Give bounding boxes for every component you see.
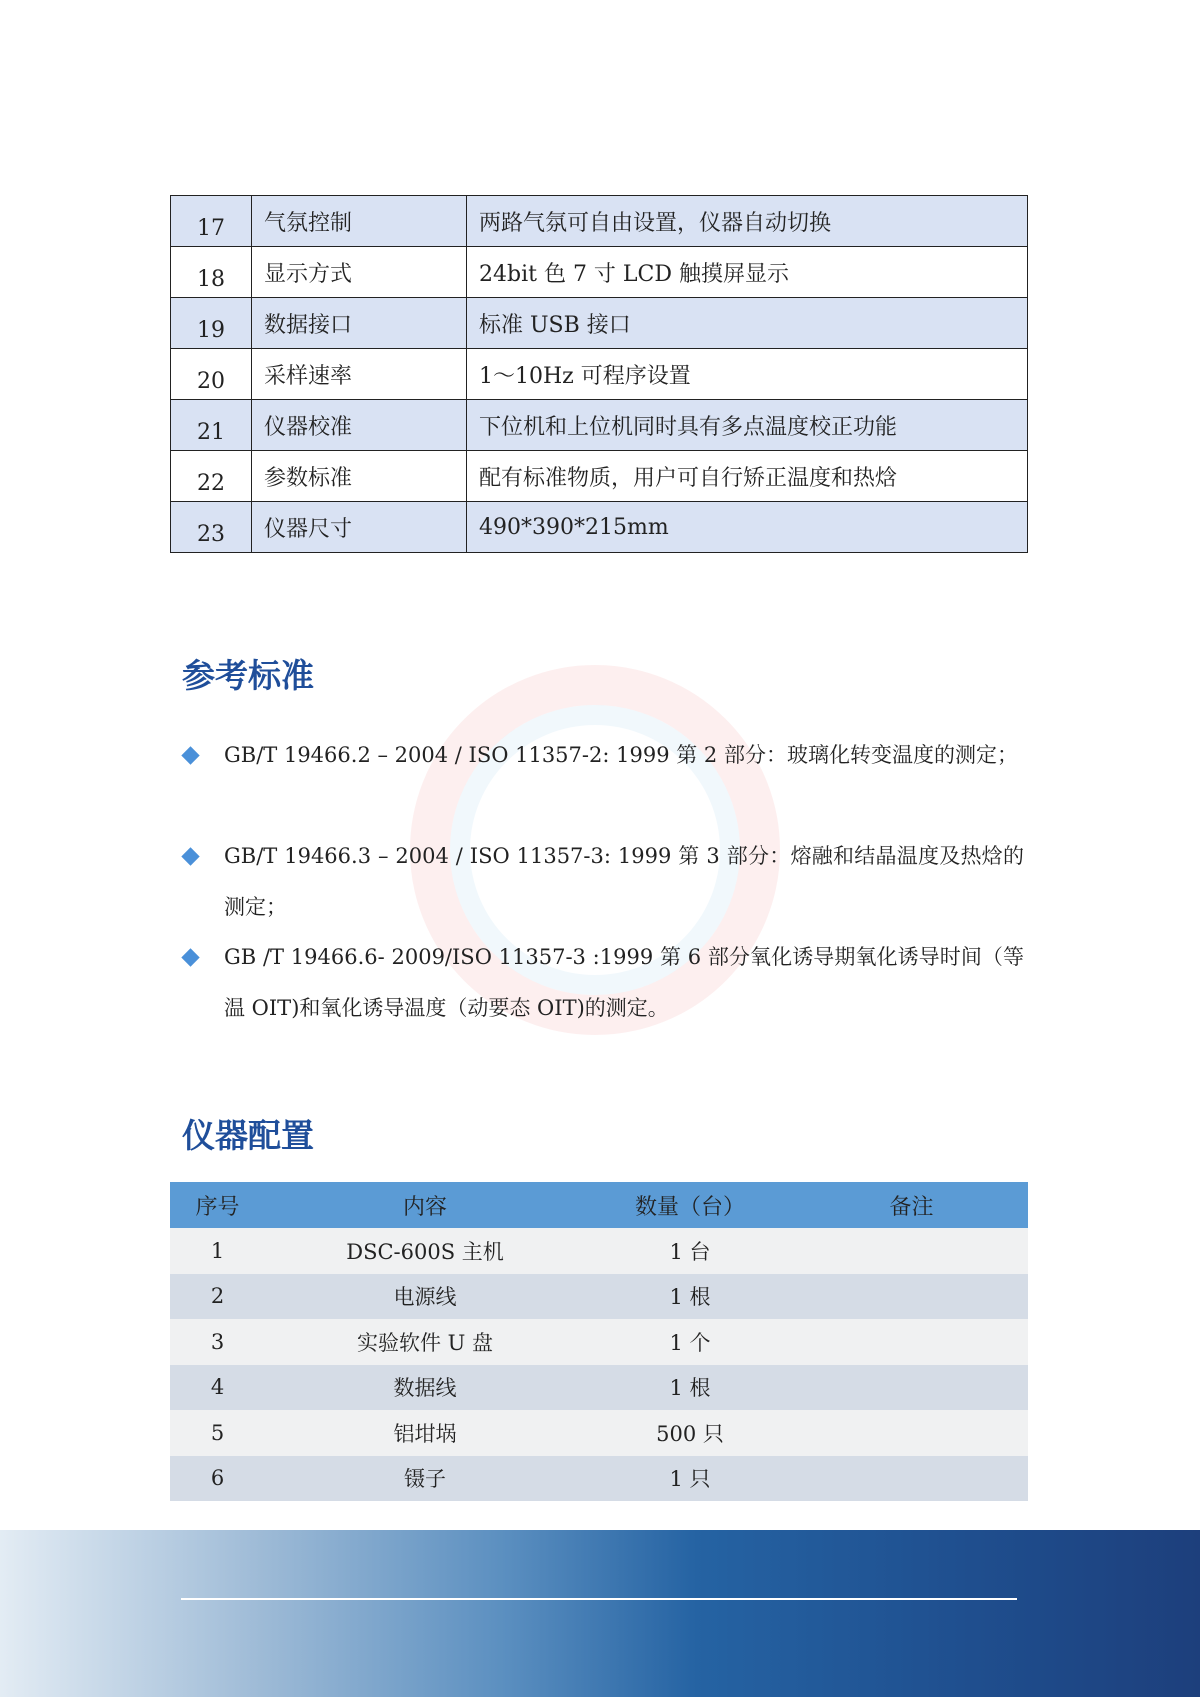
table-header [170,1182,1028,1228]
standard-item [184,932,1024,1034]
table-row [170,1365,1028,1411]
row-item: 仪器校准 [252,400,467,451]
row-item: 采样速率 [252,349,467,400]
diamond-bullet-icon [181,847,199,865]
row-item: 仪器尺寸 [252,502,467,553]
standard-item [184,831,1024,933]
footer-divider [181,1598,1017,1600]
config-table [170,1182,1028,1501]
header-cell: 序号 [170,1182,265,1228]
cell: 5 [170,1410,265,1456]
standard-text: GB /T 19466.6- 2009/ISO 11357-3 :1999 第 6 部分氧化诱导期氧化诱导时间（等温 OIT)和氧化诱导温度（动要态 OIT)的测定。 [224,945,1024,1020]
standard-text: GB/T 19466.3 – 2004 / ISO 11357-3: 1999 第 3 部分：熔融和结晶温度及热焓的测定； [224,844,1024,919]
table-row [170,1456,1028,1502]
table-row [171,196,1028,247]
header-cell: 数量（台） [585,1182,795,1228]
cell [795,1456,1028,1502]
cell: 500 只 [585,1410,795,1456]
cell: 实验软件 U 盘 [265,1319,585,1365]
cell [795,1365,1028,1411]
row-number: 22 [171,451,252,502]
footer-band [0,1530,1200,1697]
row-value: 24bit 色 7 寸 LCD 触摸屏显示 [467,247,1028,298]
row-value: 标准 USB 接口 [467,298,1028,349]
cell [795,1319,1028,1365]
row-item: 气氛控制 [252,196,467,247]
cell: 6 [170,1456,265,1502]
row-number: 21 [171,400,252,451]
row-item: 显示方式 [252,247,467,298]
cell [795,1274,1028,1320]
row-number: 23 [171,502,252,553]
table-row [171,400,1028,451]
table-row [170,1228,1028,1274]
standard-text: GB/T 19466.2 – 2004 / ISO 11357-2: 1999 第 2 部分：玻璃化转变温度的测定； [224,743,1018,767]
cell: 4 [170,1365,265,1411]
table-row [170,1410,1028,1456]
row-value: 两路气氛可自由设置，仪器自动切换 [467,196,1028,247]
cell: 数据线 [265,1365,585,1411]
cell: 电源线 [265,1274,585,1320]
table-row [170,1319,1028,1365]
config-heading: 仪器配置 [182,1116,314,1155]
row-number: 17 [171,196,252,247]
row-number: 18 [171,247,252,298]
row-value: 490*390*215mm [467,502,1028,553]
standard-item [184,730,1024,781]
cell: 1 台 [585,1228,795,1274]
cell: 1 只 [585,1456,795,1502]
cell [795,1410,1028,1456]
cell: 1 个 [585,1319,795,1365]
table-row [171,502,1028,553]
cell: DSC-600S 主机 [265,1228,585,1274]
row-value: 配有标准物质，用户可自行矫正温度和热焓 [467,451,1028,502]
row-number: 20 [171,349,252,400]
diamond-bullet-icon [181,746,199,764]
cell [795,1228,1028,1274]
table-row [171,451,1028,502]
row-number: 19 [171,298,252,349]
header-cell: 备注 [795,1182,1028,1228]
table-row [170,1274,1028,1320]
spec-table [170,195,1028,553]
header-cell: 内容 [265,1182,585,1228]
row-item: 参数标准 [252,451,467,502]
row-value: 下位机和上位机同时具有多点温度校正功能 [467,400,1028,451]
row-value: 1～10Hz 可程序设置 [467,349,1028,400]
cell: 铝坩埚 [265,1410,585,1456]
row-item: 数据接口 [252,298,467,349]
cell: 2 [170,1274,265,1320]
table-row [171,298,1028,349]
diamond-bullet-icon [181,948,199,966]
cell: 镊子 [265,1456,585,1502]
table-row [171,349,1028,400]
cell: 1 [170,1228,265,1274]
table-row [171,247,1028,298]
standards-heading: 参考标准 [182,656,314,695]
cell: 1 根 [585,1365,795,1411]
cell: 3 [170,1319,265,1365]
cell: 1 根 [585,1274,795,1320]
